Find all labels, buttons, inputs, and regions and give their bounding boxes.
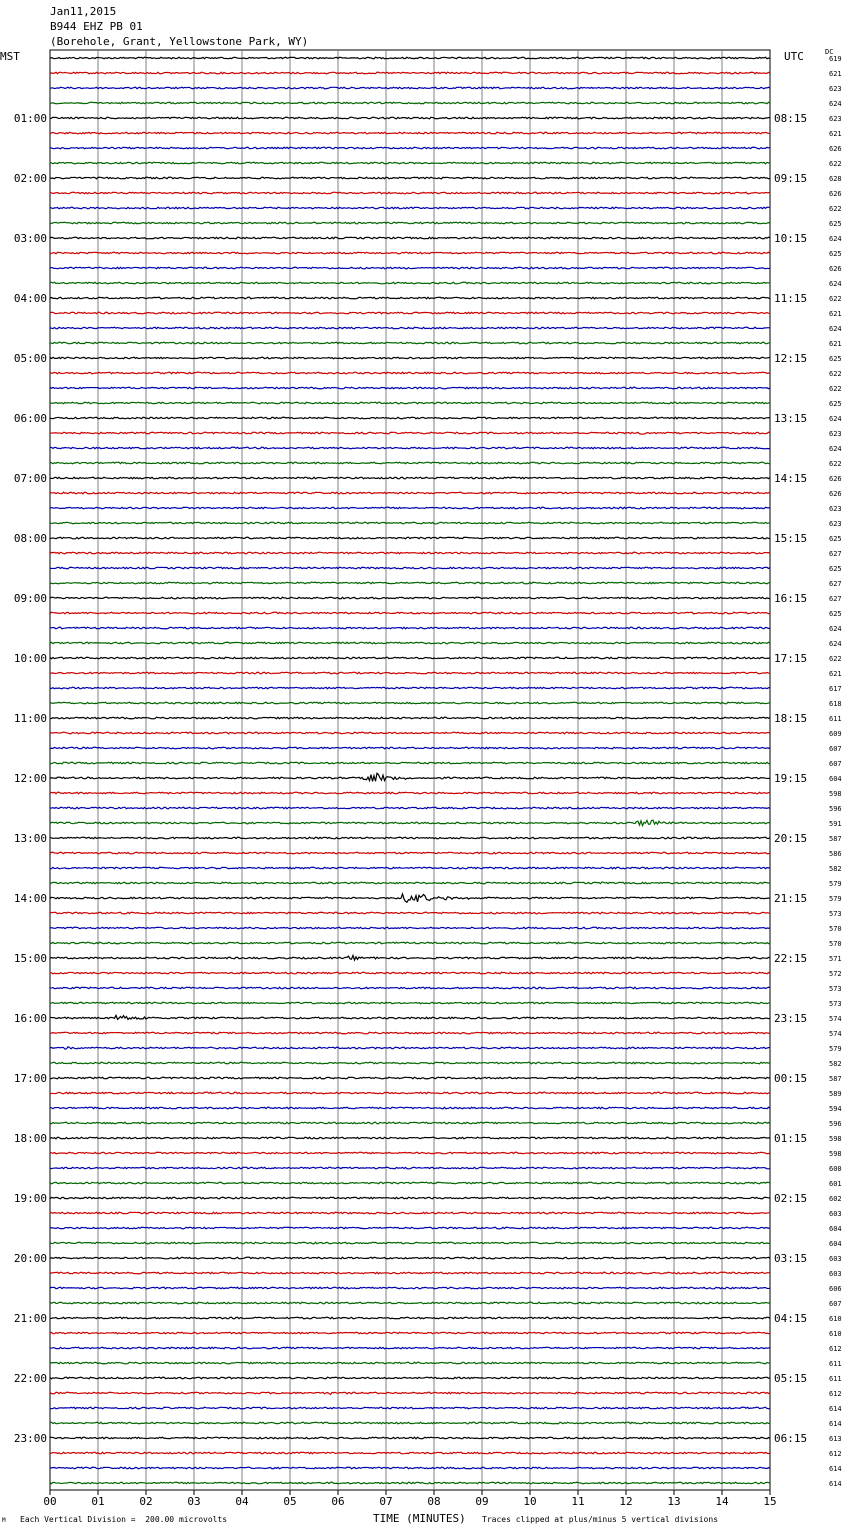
trace-line: [50, 642, 770, 644]
trace-line: [50, 987, 770, 989]
left-hour-label: 01:00: [13, 112, 47, 125]
trace-line: [50, 477, 770, 479]
trace-line: [50, 1347, 770, 1349]
dc-value: 579: [829, 880, 842, 888]
dc-label: DC: [825, 48, 834, 56]
x-axis-label: TIME (MINUTES): [373, 1512, 466, 1525]
dc-value: 610: [829, 1330, 842, 1338]
trace-line: [50, 417, 770, 419]
trace-line: [50, 955, 770, 960]
dc-value: 628: [829, 175, 842, 183]
dc-value: 603: [829, 1210, 842, 1218]
dc-value: 627: [829, 595, 842, 603]
right-hour-label: 09:15: [774, 172, 808, 185]
dc-value: 582: [829, 865, 842, 873]
trace-line: [50, 1032, 770, 1034]
header-station: B944 EHZ PB 01: [50, 20, 143, 33]
trace-line: [50, 87, 770, 89]
trace-line: [50, 312, 770, 314]
dc-value: 574: [829, 1015, 842, 1023]
trace-line: [50, 627, 770, 629]
trace-line: [50, 942, 770, 944]
trace-line: [50, 1002, 770, 1004]
trace-line: [50, 702, 770, 704]
trace-line: [50, 1015, 770, 1019]
right-hour-label: 11:15: [774, 292, 808, 305]
trace-line: [50, 537, 770, 539]
dc-value: 609: [829, 730, 842, 738]
trace-line: [50, 852, 770, 854]
clip-note: Traces clipped at plus/minus 5 vertical divisions: [482, 1515, 719, 1524]
dc-value: 627: [829, 580, 842, 588]
dc-value: 612: [829, 1345, 842, 1353]
dc-value: 614: [829, 1465, 842, 1473]
left-hour-label: 14:00: [13, 892, 47, 905]
dc-value: 611: [829, 715, 842, 723]
trace-line: [50, 1212, 770, 1214]
right-axis-label: UTC: [784, 50, 804, 63]
dc-value: 570: [829, 940, 842, 948]
trace-line: [50, 267, 770, 269]
dc-value: 624: [829, 415, 842, 423]
trace-line: [50, 912, 770, 914]
right-hour-label: 22:15: [774, 952, 808, 965]
dc-value: 626: [829, 475, 842, 483]
dc-value: 613: [829, 1435, 842, 1443]
dc-value: 623: [829, 505, 842, 513]
trace-line: [50, 773, 770, 781]
dc-value: 622: [829, 160, 842, 168]
trace-line: [50, 1047, 770, 1049]
right-hour-label: 02:15: [774, 1192, 808, 1205]
dc-value: 623: [829, 85, 842, 93]
dc-value: 623: [829, 520, 842, 528]
dc-value: 619: [829, 55, 842, 63]
right-hour-label: 23:15: [774, 1012, 808, 1025]
trace-line: [50, 612, 770, 614]
trace-line: [50, 567, 770, 569]
dc-value: 571: [829, 955, 842, 963]
left-hour-label: 04:00: [13, 292, 47, 305]
x-tick-label: 06: [331, 1495, 345, 1508]
trace-line: [50, 1452, 770, 1454]
x-tick-label: 03: [187, 1495, 201, 1508]
dc-value: 624: [829, 235, 842, 243]
dc-value: 600: [829, 1165, 842, 1173]
footer-mark: M: [2, 1517, 6, 1524]
left-hour-label: 16:00: [13, 1012, 47, 1025]
dc-value: 621: [829, 130, 842, 138]
dc-value: 604: [829, 1225, 842, 1233]
right-hour-label: 03:15: [774, 1252, 808, 1265]
dc-value: 610: [829, 1315, 842, 1323]
dc-value: 624: [829, 625, 842, 633]
dc-value: 622: [829, 295, 842, 303]
dc-value: 614: [829, 1480, 842, 1488]
trace-line: [50, 657, 770, 659]
dc-value: 621: [829, 70, 842, 78]
x-tick-label: 05: [283, 1495, 297, 1508]
dc-value: 598: [829, 1135, 842, 1143]
x-tick-label: 04: [235, 1495, 249, 1508]
x-tick-label: 11: [571, 1495, 585, 1508]
right-hour-label: 10:15: [774, 232, 808, 245]
x-tick-label: 15: [763, 1495, 777, 1508]
dc-value: 573: [829, 985, 842, 993]
left-hour-label: 07:00: [13, 472, 47, 485]
dc-value: 579: [829, 1045, 842, 1053]
dc-value: 570: [829, 925, 842, 933]
right-hour-label: 13:15: [774, 412, 808, 425]
trace-line: [50, 1092, 770, 1094]
trace-line: [50, 1392, 770, 1394]
dc-value: 591: [829, 820, 842, 828]
trace-line: [50, 192, 770, 194]
dc-value: 627: [829, 550, 842, 558]
dc-value: 625: [829, 400, 842, 408]
trace-line: [50, 732, 770, 734]
right-hour-label: 16:15: [774, 592, 808, 605]
trace-line: [50, 837, 770, 839]
dc-value: 612: [829, 1390, 842, 1398]
left-hour-label: 15:00: [13, 952, 47, 965]
trace-line: [50, 1377, 770, 1379]
trace-line: [50, 1422, 770, 1424]
dc-value: 623: [829, 115, 842, 123]
dc-value: 603: [829, 1270, 842, 1278]
trace-line: [50, 807, 770, 809]
trace-line: [50, 102, 770, 104]
trace-line: [50, 867, 770, 869]
trace-line: [50, 432, 770, 434]
dc-value: 573: [829, 910, 842, 918]
right-hour-label: 15:15: [774, 532, 808, 545]
dc-value: 625: [829, 250, 842, 258]
left-hour-label: 05:00: [13, 352, 47, 365]
right-hour-label: 01:15: [774, 1132, 808, 1145]
left-hour-label: 12:00: [13, 772, 47, 785]
trace-line: [50, 552, 770, 554]
x-tick-label: 01: [91, 1495, 105, 1508]
header-date: Jan11,2015: [50, 5, 117, 18]
dc-value: 624: [829, 280, 842, 288]
dc-value: 624: [829, 445, 842, 453]
dc-value: 622: [829, 370, 842, 378]
x-tick-label: 07: [379, 1495, 393, 1508]
dc-value: 626: [829, 265, 842, 273]
trace-line: [50, 927, 770, 929]
left-hour-label: 10:00: [13, 652, 47, 665]
right-hour-label: 04:15: [774, 1312, 808, 1325]
right-hour-label: 20:15: [774, 832, 808, 845]
header-location: (Borehole, Grant, Yellowstone Park, WY): [50, 35, 309, 48]
left-hour-label: 22:00: [13, 1372, 47, 1385]
trace-line: [50, 147, 770, 149]
dc-value: 602: [829, 1195, 842, 1203]
trace-line: [50, 792, 770, 794]
dc-value: 621: [829, 340, 842, 348]
dc-value: 614: [829, 1405, 842, 1413]
dc-value: 626: [829, 490, 842, 498]
right-hour-label: 19:15: [774, 772, 808, 785]
x-tick-label: 00: [43, 1495, 57, 1508]
x-tick-label: 12: [619, 1495, 633, 1508]
dc-value: 612: [829, 1450, 842, 1458]
trace-line: [50, 1272, 770, 1274]
x-tick-label: 08: [427, 1495, 441, 1508]
dc-value: 625: [829, 355, 842, 363]
trace-line: [50, 1482, 770, 1484]
dc-value: 596: [829, 805, 842, 813]
left-hour-label: 17:00: [13, 1072, 47, 1085]
dc-value: 626: [829, 190, 842, 198]
dc-value: 624: [829, 640, 842, 648]
trace-line: [50, 1122, 770, 1124]
left-hour-label: 11:00: [13, 712, 47, 725]
dc-value: 587: [829, 835, 842, 843]
dc-value: 598: [829, 790, 842, 798]
trace-line: [50, 717, 770, 719]
right-hour-label: 05:15: [774, 1372, 808, 1385]
dc-value: 601: [829, 1180, 842, 1188]
trace-line: [50, 237, 770, 239]
dc-value: 624: [829, 100, 842, 108]
trace-line: [50, 57, 770, 59]
trace-line: [50, 1287, 770, 1289]
trace-line: [50, 357, 770, 359]
trace-line: [50, 582, 770, 584]
trace-line: [50, 747, 770, 749]
trace-line: [50, 1107, 770, 1109]
trace-line: [50, 72, 770, 74]
trace-line: [50, 1152, 770, 1154]
trace-line: [50, 1227, 770, 1229]
dc-value: 621: [829, 310, 842, 318]
trace-line: [50, 1332, 770, 1334]
dc-value: 598: [829, 1150, 842, 1158]
trace-line: [50, 687, 770, 689]
trace-line: [50, 1302, 770, 1304]
trace-line: [50, 882, 770, 884]
dc-value: 607: [829, 1300, 842, 1308]
dc-value: 611: [829, 1360, 842, 1368]
right-hour-label: 08:15: [774, 112, 808, 125]
left-hour-label: 19:00: [13, 1192, 47, 1205]
x-tick-label: 10: [523, 1495, 537, 1508]
trace-line: [50, 1077, 770, 1079]
right-hour-label: 06:15: [774, 1432, 808, 1445]
trace-line: [50, 820, 770, 826]
trace-line: [50, 1362, 770, 1364]
trace-line: [50, 672, 770, 674]
dc-value: 624: [829, 325, 842, 333]
trace-line: [50, 222, 770, 224]
trace-line: [50, 372, 770, 374]
trace-line: [50, 387, 770, 389]
dc-value: 621: [829, 670, 842, 678]
dc-value: 603: [829, 1255, 842, 1263]
trace-line: [50, 1182, 770, 1184]
trace-line: [50, 402, 770, 404]
dc-value: 587: [829, 1075, 842, 1083]
trace-line: [50, 327, 770, 329]
dc-value: 625: [829, 535, 842, 543]
left-axis-label: MST: [0, 50, 20, 63]
dc-value: 589: [829, 1090, 842, 1098]
dc-value: 596: [829, 1120, 842, 1128]
trace-line: [50, 1467, 770, 1469]
x-tick-label: 09: [475, 1495, 489, 1508]
trace-line: [50, 1437, 770, 1439]
dc-value: 625: [829, 220, 842, 228]
trace-line: [50, 177, 770, 179]
trace-line: [50, 1197, 770, 1199]
dc-value: 574: [829, 1030, 842, 1038]
right-hour-label: 17:15: [774, 652, 808, 665]
left-hour-label: 03:00: [13, 232, 47, 245]
trace-line: [50, 972, 770, 974]
trace-line: [50, 117, 770, 119]
left-hour-label: 23:00: [13, 1432, 47, 1445]
dc-value: 623: [829, 430, 842, 438]
dc-value: 579: [829, 895, 842, 903]
dc-value: 611: [829, 1375, 842, 1383]
trace-line: [50, 1137, 770, 1139]
dc-value: 618: [829, 700, 842, 708]
trace-line: [50, 1257, 770, 1259]
right-hour-label: 14:15: [774, 472, 808, 485]
left-hour-label: 21:00: [13, 1312, 47, 1325]
dc-value: 607: [829, 760, 842, 768]
left-hour-label: 09:00: [13, 592, 47, 605]
trace-line: [50, 507, 770, 509]
right-hour-label: 18:15: [774, 712, 808, 725]
right-hour-label: 21:15: [774, 892, 808, 905]
trace-line: [50, 282, 770, 284]
trace-line: [50, 1167, 770, 1169]
dc-value: 573: [829, 1000, 842, 1008]
trace-line: [50, 342, 770, 344]
trace-line: [50, 207, 770, 209]
trace-line: [50, 162, 770, 164]
trace-line: [50, 522, 770, 524]
trace-line: [50, 1062, 770, 1064]
dc-value: 622: [829, 460, 842, 468]
x-tick-label: 13: [667, 1495, 681, 1508]
right-hour-label: 12:15: [774, 352, 808, 365]
trace-line: [50, 1407, 770, 1409]
trace-line: [50, 447, 770, 449]
dc-value: 626: [829, 145, 842, 153]
scale-note: Each Vertical Division = 200.00 microvolts: [20, 1515, 228, 1524]
trace-line: [50, 252, 770, 254]
dc-value: 622: [829, 205, 842, 213]
dc-value: 604: [829, 1240, 842, 1248]
dc-value: 582: [829, 1060, 842, 1068]
left-hour-label: 06:00: [13, 412, 47, 425]
trace-line: [50, 894, 770, 902]
trace-line: [50, 492, 770, 494]
left-hour-label: 08:00: [13, 532, 47, 545]
dc-value: 617: [829, 685, 842, 693]
trace-line: [50, 1242, 770, 1244]
dc-value: 614: [829, 1420, 842, 1428]
dc-value: 594: [829, 1105, 842, 1113]
x-tick-label: 14: [715, 1495, 729, 1508]
dc-value: 604: [829, 775, 842, 783]
trace-line: [50, 1317, 770, 1319]
left-hour-label: 02:00: [13, 172, 47, 185]
dc-value: 625: [829, 610, 842, 618]
dc-value: 586: [829, 850, 842, 858]
left-hour-label: 13:00: [13, 832, 47, 845]
trace-line: [50, 297, 770, 299]
dc-value: 622: [829, 655, 842, 663]
trace-line: [50, 597, 770, 599]
right-hour-label: 00:15: [774, 1072, 808, 1085]
x-tick-label: 02: [139, 1495, 153, 1508]
left-hour-label: 18:00: [13, 1132, 47, 1145]
trace-line: [50, 132, 770, 134]
trace-line: [50, 462, 770, 464]
dc-value: 606: [829, 1285, 842, 1293]
dc-value: 572: [829, 970, 842, 978]
dc-value: 607: [829, 745, 842, 753]
dc-value: 622: [829, 385, 842, 393]
left-hour-label: 20:00: [13, 1252, 47, 1265]
dc-value: 625: [829, 565, 842, 573]
trace-line: [50, 762, 770, 764]
